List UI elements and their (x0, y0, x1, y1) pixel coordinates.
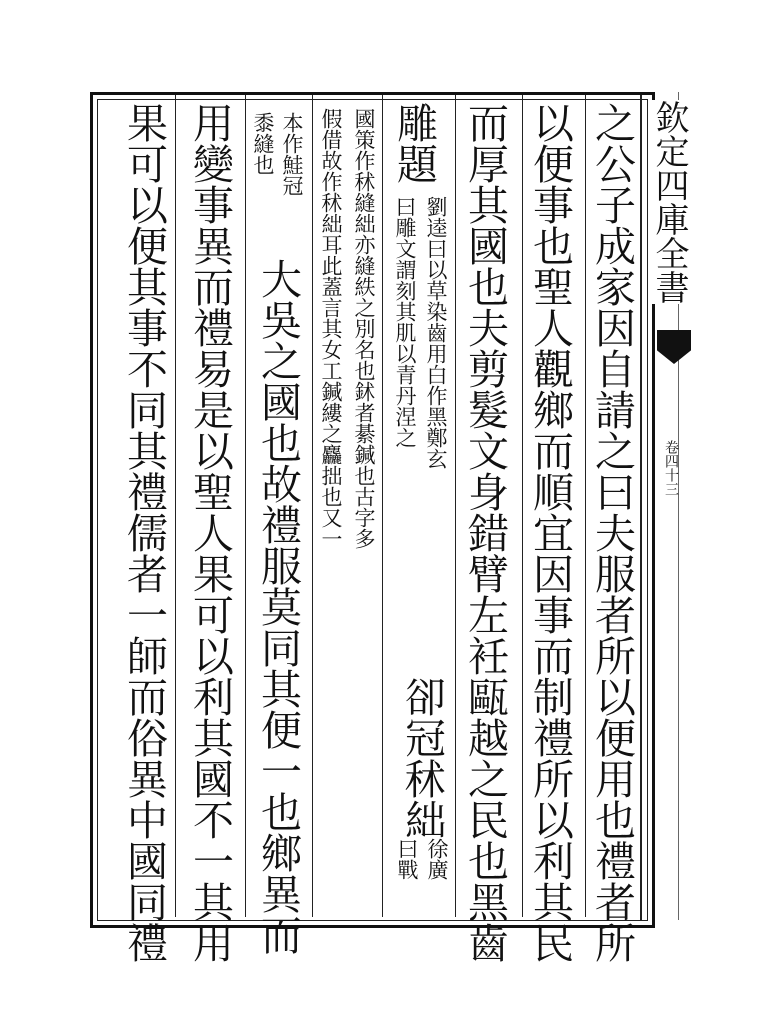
column-rule (312, 95, 313, 917)
annotation-5a: 國策作秫縫絀亦縫紩之別名也鉥者綦鍼也古字多 (352, 108, 376, 549)
text-column-6: 大吳之國也故禮服莫同其便一也鄉異而 (254, 258, 302, 955)
annotation-6a: 本作鮭冠 (280, 112, 304, 196)
juan-number: 卷四十三 (663, 440, 679, 496)
annotation-4a: 劉逵曰以草染齒用白作黑鄭玄 (424, 196, 448, 469)
annotation-4c: 徐廣 (425, 838, 449, 880)
text-column-4-head: 雕題 (390, 102, 438, 184)
text-column-2: 以便事也聖人觀鄉而順宜因事而制禮所以利其民 (526, 102, 574, 963)
annotation-6b: 黍縫也 (251, 112, 275, 175)
column-rule (245, 95, 246, 917)
text-column-8: 果可以便其事不同其禮儒者一師而俗異中國同禮 (120, 102, 168, 963)
annotation-4b: 曰雕文謂刻其肌以青丹涅之 (393, 196, 417, 448)
annotation-4d: 曰戰 (395, 838, 419, 880)
column-rule (382, 95, 383, 917)
text-column-3: 而厚其國也夫剪髮文身錯臂左衽甌越之民也黑齒 (461, 102, 509, 963)
text-column-4-tail: 卻冠秫絀 (398, 676, 446, 840)
column-rule (455, 95, 456, 917)
text-column-1: 之公子成家因自請之曰夫服者所以便用也禮者所 (588, 102, 636, 963)
column-rule (522, 95, 523, 917)
annotation-5b: 假借故作秫絀耳此蓋言其女工鍼縷之麤拙也又一 (319, 108, 343, 549)
book-title: 欽定四庫全書 (649, 100, 689, 304)
column-rule (175, 95, 176, 917)
text-column-7: 用變事異而禮易是以聖人果可以利其國不一其用 (186, 102, 234, 963)
column-rule (585, 95, 586, 917)
